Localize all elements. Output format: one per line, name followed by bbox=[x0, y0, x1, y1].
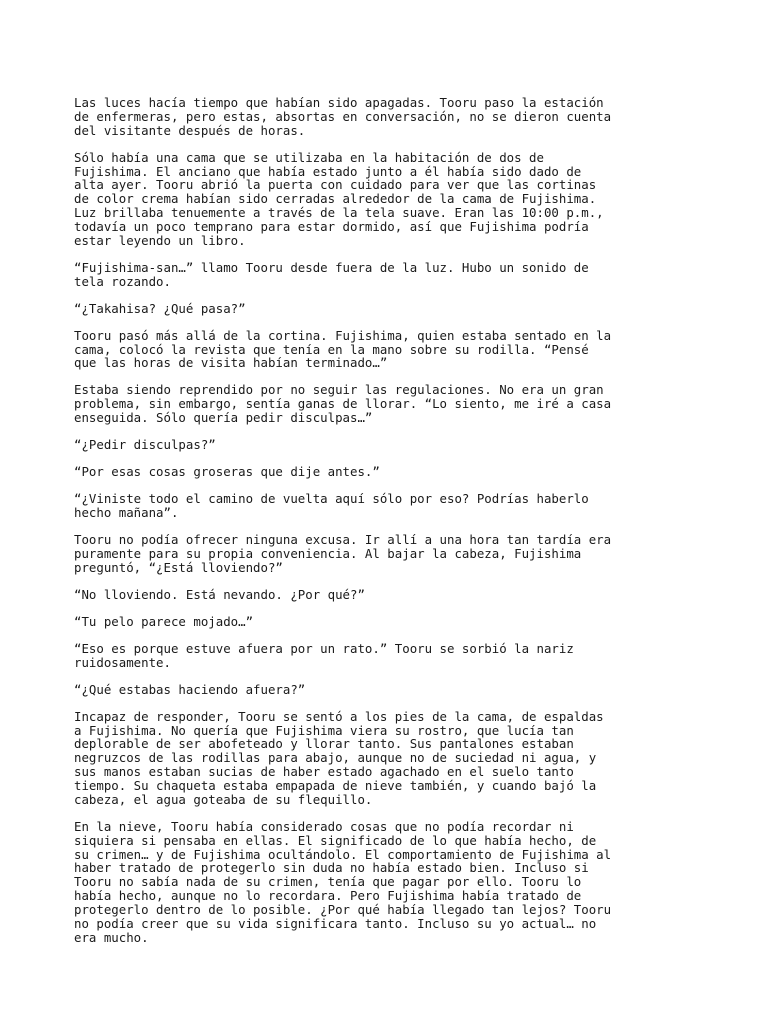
paragraph-11: “No lloviendo. Está nevando. ¿Por qué?” bbox=[74, 586, 365, 602]
paragraph-3: “Fujishima-san…” llamo Tooru desde fuera de la luz. Hubo un sonido de tela rozando. bbox=[74, 259, 589, 289]
paragraph-4: “¿Takahisa? ¿Qué pasa?” bbox=[74, 300, 246, 316]
paragraph-14: “¿Qué estabas haciendo afuera?” bbox=[74, 681, 306, 697]
paragraph-5: Tooru pasó más allá de la cortina. Fujishima, quien estaba sentado en la cama, colocó la revista que tenía en la mano sobre su rodilla. “Pensé que las horas de visita habían terminado…” bbox=[74, 327, 612, 371]
paragraph-6: Estaba siendo reprendido por no seguir las regulaciones. No era un gran problema, sin embargo, sentía ganas de llorar. “Lo siento, me iré a casa enseguida. Sólo quería pedir disculpas…” bbox=[74, 382, 612, 426]
paragraph-12: “Tu pelo parece mojado…” bbox=[74, 613, 254, 629]
paragraph-16: En la nieve, Tooru había considerado cosas que no podía recordar ni siquiera si pensaba en ellas. El significado de lo que había hecho, de su crimen… y de Fujishima ocultándolo. El comportamiento de Fujishima al haber tratado de protegerlo sin duda no había estado bien. Incluso si Tooru no sabía nada de su crimen, tenía que pagar por ello. Tooru lo había hecho, aunque no lo recordara. Pero Fujishima había tratado de protegerlo dentro de lo posible. ¿Por qué había llegado tan lejos? Tooru no podía creer que su vida significara tanto. Incluso su yo actual… no era mucho. bbox=[74, 818, 612, 945]
paragraph-1: Las luces hacía tiempo que habían sido apagadas. Tooru paso la estación de enfermeras, pero estas, absortas en conversación, no se dieron cuenta del visitante después de horas. bbox=[74, 95, 612, 138]
paragraph-8: “Por esas cosas groseras que dije antes.” bbox=[74, 464, 380, 480]
paragraph-10: Tooru no podía ofrecer ninguna excusa. Ir allí a una hora tan tardía era puramente para su propia conveniencia. Al bajar la cabeza, Fujishima preguntó, “¿Está lloviendo?” bbox=[74, 532, 612, 575]
paragraph-2: Sólo había una cama que se utilizaba en la habitación de dos de Fujishima. El anciano que había estado junto a él había sido dado de alta ayer. Tooru abrió la puerta con cuidado para ver que las cortinas de color crema habían sido cerradas alrededor de la cama de Fujishima. Luz brillaba tenuemente a través de la tela suave. Eran las 10:00 p.m., todavía un poco temprano para estar dormido, así que Fujishima podría estar leyendo un libro. bbox=[74, 149, 604, 248]
paragraph-13: “Eso es porque estuve afuera por un rato.” Tooru se sorbió la nariz ruidosamente. bbox=[74, 640, 574, 670]
paragraph-15: Incapaz de responder, Tooru se sentó a los pies de la cama, de espaldas a Fujishima. No quería que Fujishima viera su rostro, que lucía tan deplorable de ser abofeteado y llorar tanto. Sus pantalones estaban negruzcos de las rodillas para abajo, aunque no de suciedad ni agua, y sus manos estaban sucias de haber estado agachado en el suelo tanto tiempo. Su chaqueta estaba empapada de nieve también, y cuando bajó la cabeza, el agua goteaba de su flequillo. bbox=[74, 708, 604, 807]
paragraph-9: “¿Viniste todo el camino de vuelta aquí sólo por eso? Podrías haberlo hecho mañana”. bbox=[74, 491, 589, 521]
document-page bbox=[74, 96, 640, 958]
paragraph-7: “¿Pedir disculpas?” bbox=[74, 437, 216, 453]
